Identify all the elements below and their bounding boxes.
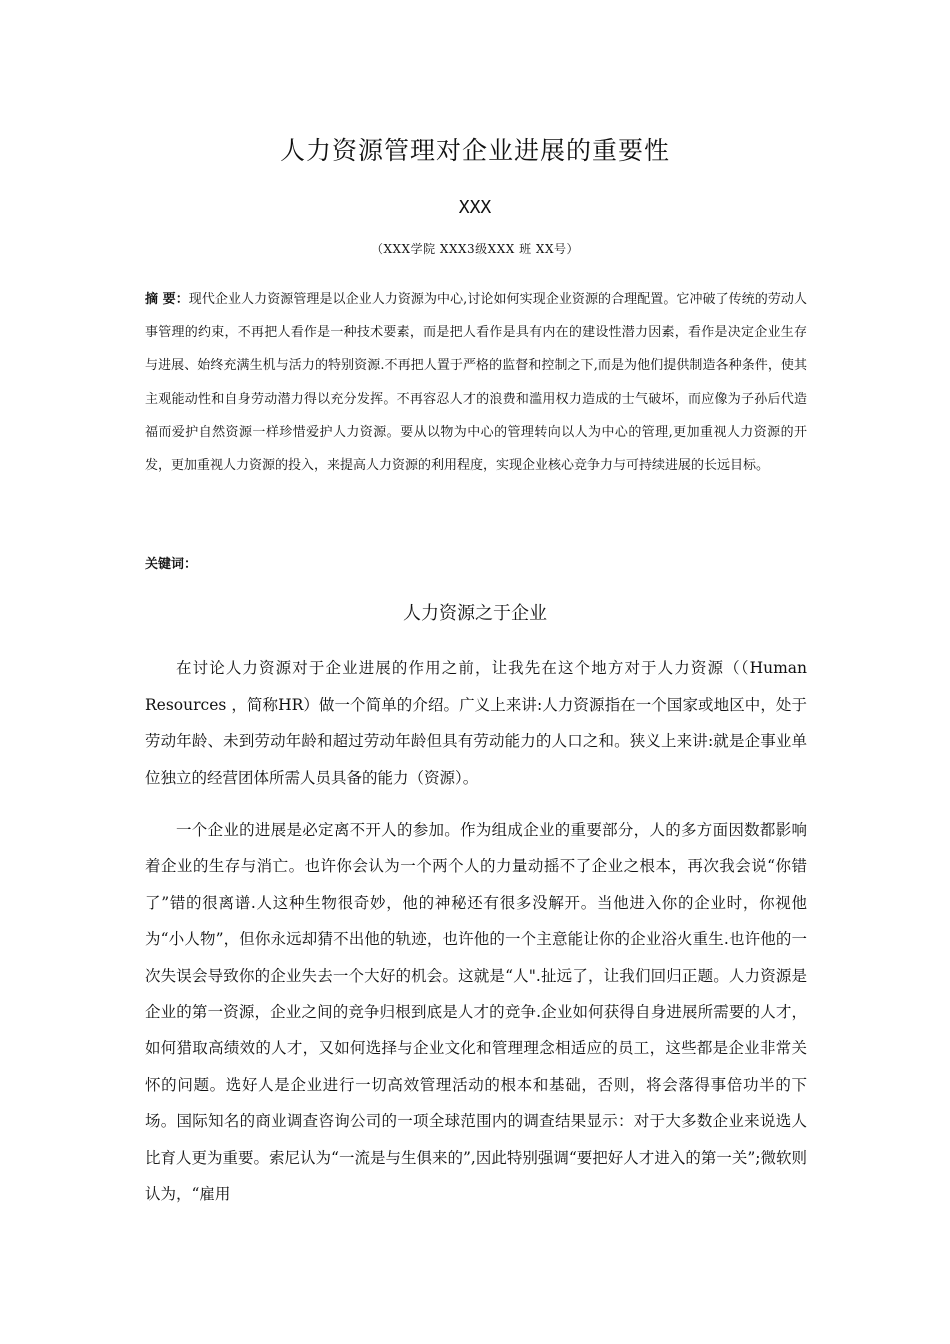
keywords — [145, 555, 197, 575]
keywords-label: 关键词： — [145, 557, 198, 572]
section-heading: 人力资源之于企业 — [403, 603, 547, 624]
document-title: 人力资源管理对企业进展的重要性 — [279, 136, 670, 165]
body-paragraph: 在讨论人力资源对于企业进展的作用之前，让我先在这个地方对于人力资源（（Human Resources ，简称HR）做一个简单的介绍。广义上来讲:人力资源指在一个国家或地区中，处于劳动年龄、未到劳动年龄和超过劳动年龄但具有劳动能力的人口之和。狭义上来讲:就是企事业单位独立的经营团体所需人员具备的能力（资源）。 — [145, 659, 807, 787]
author-name: XXX — [458, 197, 492, 218]
author-affiliation: （XXX学院 XXX3级XXX 班 XX号） — [370, 242, 580, 256]
abstract — [145, 283, 807, 482]
abstract-label: 摘 要： — [145, 292, 189, 307]
body-paragraph: 一个企业的进展是必定离不开人的参加。作为组成企业的重要部分，人的多方面因数都影响着企业的生存与消亡。也许你会认为一个两个人的力量动摇不了企业之根本，再次我会说“你错了”错的很离谱.人这种生物很奇妙，他的神秘还有很多没解开。当他进入你的企业时，你视他为“小人物”，但你永远却猜不出他的轨迹，也许他的一个主意能让你的企业浴火重生.也许他的一次失误会导致你的企业失去一个大好的机会。这就是“人".扯远了，让我们回归正题。人力资源是企业的第一资源，企业之间的竞争归根到底是人才的竞争.企业如何获得自身进展所需要的人才，如何猎取高绩效的人才，又如何选择与企业文化和管理理念相适应的员工，这些都是企业非常关怀的问题。选好人是企业进行一切高效管理活动的根本和基础，否则，将会落得事倍功半的下场。国际知名的商业调查咨询公司的一项全球范围内的调查结果显示：对于大多数企业来说选人比育人更为重要。索尼认为“一流是与生俱来的”,因此特别强调“要把好人才进入的第一关”;微软则认为，“雇用 — [145, 821, 807, 1204]
abstract-text: 现代企业人力资源管理是以企业人力资源为中心,讨论如何实现企业资源的合理配置。它冲破了传统的劳动人事管理的约束，不再把人看作是一种技术要素，而是把人看作是具有内在的建设性潜力因素，看作是决定企业生存与进展、始终充满生机与活力的特别资源.不再把人置于严格的监督和控制之下,而是为他们提供制造各种条件，使其主观能动性和自身劳动潜力得以充分发挥。不再容忍人才的浪费和滥用权力造成的士气破坏，而应像为子孙后代造福而爱护自然资源一样珍惜爱护人力资源。要从以物为中心的管理转向以人为中心的管理,更加重视人力资源的开发，更加重视人力资源的投入，来提高人力资源的利用程度，实现企业核心竞争力与可持续进展的长远目标。 — [145, 292, 807, 474]
